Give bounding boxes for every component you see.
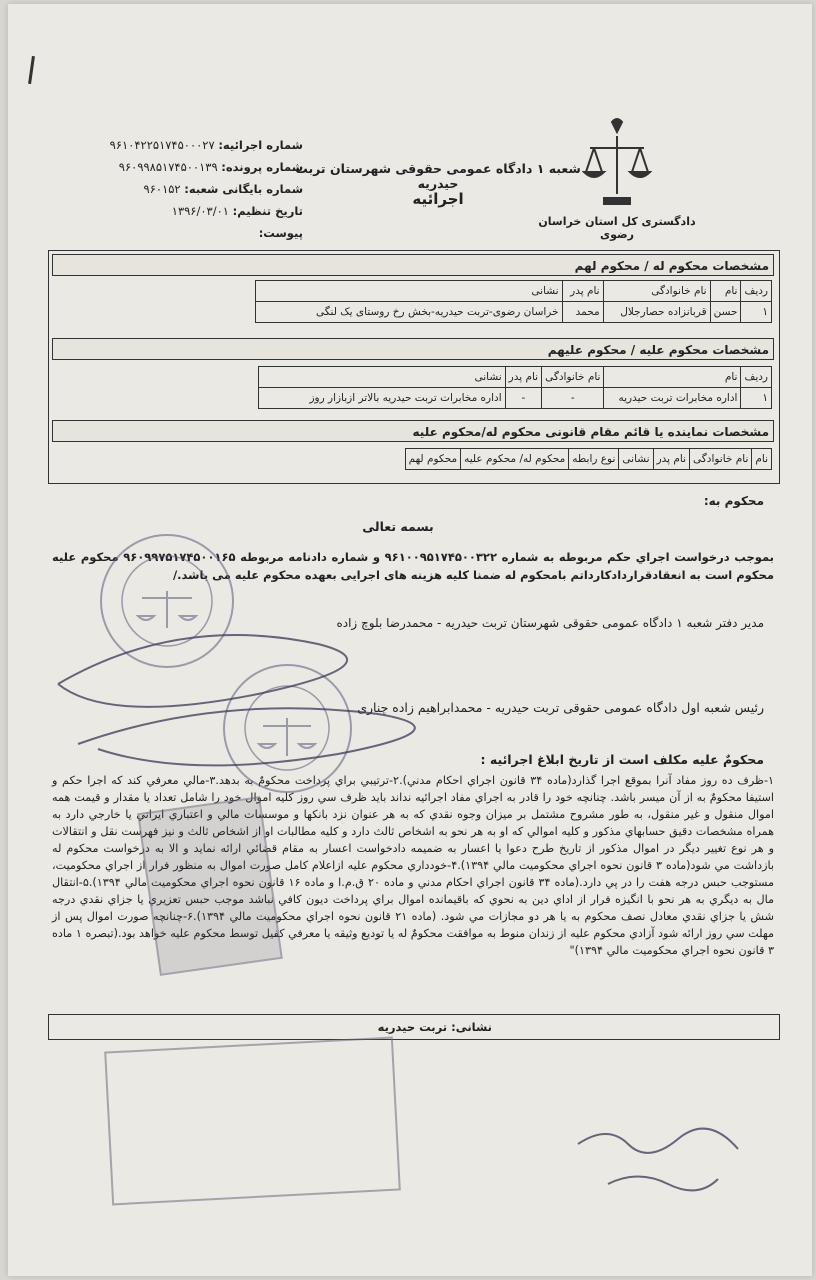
form-frame (48, 250, 780, 484)
ref-row: شماره اجرائیه: ۹۶۱۰۴۲۲۵۱۷۴۵۰۰۰۲۷ (109, 138, 303, 152)
handwritten-note-scribble (568, 1104, 768, 1204)
ref-row: پیوست: (258, 226, 303, 240)
org-name: دادگستری کل استان خراسان (538, 215, 696, 228)
ref-row: تاریخ تنظیم: ۱۳۹۶/۰۳/۰۱ (171, 204, 303, 218)
court-name: شعبه ۱ دادگاه عمومی حقوقی شهرستان تربت حیدریه (295, 161, 581, 191)
reference-numbers (88, 134, 303, 244)
revenue-stamp (137, 796, 283, 976)
bismillah: بسمه تعالی (362, 519, 434, 534)
order-text: بموجب درخواست اجراي حكم مربوطه به شماره ۹۶۱۰۰۹۵۱۷۴۵۰۰۳۲۲ و شماره دادنامه مربوطه ۹۶۰۹۹۷۵۱۷۴۵۰۰۱۶۵ محكوم عليه محكوم است به انعقادقراردادكارداتم بامحکوم له ضمنا کلیه هزینه های اجرایی بعهده محکوم علیه می باشد./ (52, 550, 775, 582)
ref-row: شماره پرونده: ۹۶۰۹۹۸۵۱۷۴۵۰۰۱۳۹ (118, 160, 303, 174)
table-header-row: ردیف نام نام خانوادگی نام پدر نشانی (255, 281, 771, 302)
scales-of-justice-icon (582, 114, 652, 210)
margin-mark (28, 56, 35, 84)
table-header-row: ردیف نام نام خانوادگی نام پدر نشانی (258, 367, 771, 388)
mahkum-beh-label: محکوم به: (703, 494, 764, 508)
ref-row: شماره بایگانی شعبه: ۹۶۰۱۵۲ (143, 182, 303, 196)
document-title: اجرائیه (412, 190, 464, 208)
table-row: ۱ اداره مخابرات تربت حیدریه - - اداره مخابرات تربت حیدریه بالاتر ازبازار روز (258, 388, 771, 409)
table-row: ۱ حسن قربانزاده حصارجلال محمد خراسان رضوی-تربت حیدریه-بخش رخ روستای یک لنگی (255, 302, 771, 323)
obligations-text: ۱-ظرف ده روز مفاد آنرا بموقع اجرا گذارد(ماده ۳۴ قانون اجراي احكام مدني).۲-ترتيبي براي پرداخت محكومٌ به بدهد.۳-مالي معرفي كند كه اجرا حكم و استيفا محكومٌ به از آن ميسر باشد. چنانچه خود را قادر به اجراي مفاد اجرائيه نداند بايد ظرف سي روز كليه اموال خود را شامل تعداد يا مقدار و قيمت همه اموال منقول و غير منقول، به طور مشروح مشتمل بر ميزان وجوه نقدي كه به هر عنوان نزد بانكها و موسسات مالي و اعتباري ايراني يا خارجي دارد به همراه مشخصات دقيق حسابهاي مذكور و كليه اموالي كه او به هر نحو به اشخاص ثالث دارد و كليه مطالبات او از اشخاص ثالث و نيز فهرست نقل و انتقالات و هر نوع تغيير ديگر در اموال مذكور از تاريخ طرح دعوا يا اعسار به ضميمه دادخواست اعسار به مقام قضائي ارائه نمايد و الا به درخواست محكوم له بازداشت مي شود(ماده ۳ قانون نحوه اجراي محكوميت مالي ۱۳۹۴).۴-خودداري محكوم عليه ازاعلام كامل صورت اموال به منظور فرار از اجراي محكوميت، مستوجب حبس درجه هفت را در پي دارد.(ماده ۳۴ قانون اجراي احكام مدني و ماده ۲۰ ق.م.ا و ماده ۱۶ قانون نحوه اجراي محكوميت مالي ۱۳۹۴).۵-انتقال مال به ديگري به هر نحو با انگيزه فرار از اداي دين به نحوي كه باقيمانده اموال براي پرداخت ديون كافي نباشد موجب حبس تعزيري يا جزاي نقدي درجه شش يا جزاي نقدي معادل نصف محكوم به يا هر دو مجازات مي شود. (ماده ۲۱ قانون نحوه اجراي محكوميت مالي ۱۳۹۴).۶-چنانچه صورت اموال پس از مهلت سي روز ارائه شود آزادي محكوم عليه از زندان منوط به موافقت محكومٌ له يا توديع وثيقه يا معرفي كفيل توسط محكوم عليه خواهد بود.(تبصره ۱ ماده ۳ قانون نحوه اجراي محكوميت مالي ۱۳۹۴)" (52, 774, 775, 957)
section-plaintiffs-title: مشخصات محکوم له / محکوم لهم (52, 254, 774, 276)
table-header-row: نام نام خانوادگی نام پدر نشانی نوع رابطه محکوم له/ محکوم علیه محکوم لهم (405, 449, 771, 470)
obligations-title: محکومٌ علیه مکلف است از تاریخ ابلاغ اجرائیه : (480, 752, 764, 767)
delivery-stamp (104, 1037, 401, 1206)
document-page (8, 4, 812, 1276)
footer-address: نشانی: تربت حیدریه (377, 1020, 492, 1034)
org-province: رضوی (600, 228, 634, 241)
judge-signature-scribble (68, 684, 488, 774)
section-defendants-title: مشخصات محکوم علیه / محکوم علیهم (52, 338, 774, 360)
section-representatives-title: مشخصات نماینده یا قائم مقام قانونی محکوم له/محکوم علیه (52, 420, 774, 442)
clerk-signature-line: مدیر دفتر شعبه ۱ دادگاه عمومی حقوقی شهرستان تربت حیدریه - محمدرضا بلوچ زاده (336, 616, 764, 630)
judge-signature-line: رئیس شعبه اول دادگاه عمومی حقوقی تربت حیدریه - محمدابراهیم زاده چناری (357, 700, 764, 715)
